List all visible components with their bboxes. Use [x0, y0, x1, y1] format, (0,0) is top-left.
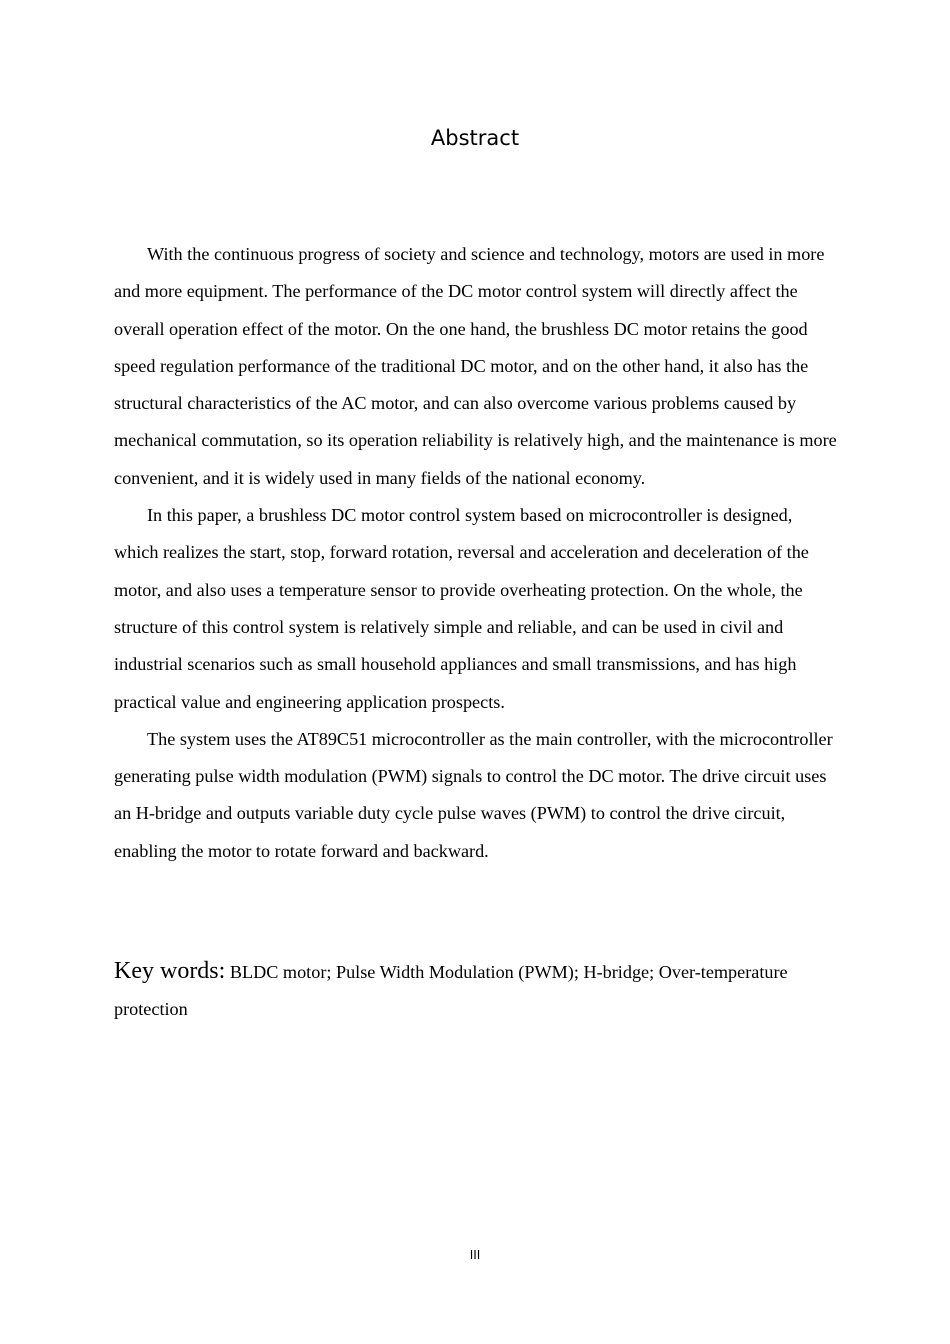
abstract-body — [114, 236, 838, 870]
abstract-paragraph-2: In this paper, a brushless DC motor control system based on microcontroller is designed, which realizes the start, stop, forward rotation, reversal and acceleration and deceleration of the motor, and also uses a temperature sensor to provide overheating protection. On the whole, the structure of this control system is relatively simple and reliable, and can be used in civil and industrial scenarios such as small household appliances and small transmissions, and has high practical value and engineering application prospects. — [114, 505, 809, 712]
page-title: Abstract — [430, 126, 520, 150]
keywords-list: BLDC motor; Pulse Width Modulation (PWM); H-bridge; Over-temperature protection — [114, 962, 788, 1020]
page-number: III — [469, 1248, 481, 1262]
keywords-section — [114, 953, 838, 1029]
abstract-paragraph-3: The system uses the AT89C51 microcontroller as the main controller, with the microcontroller generating pulse width modulation (PWM) signals to control the DC motor. The drive circuit uses an H-bridge and outputs variable duty cycle pulse waves (PWM) to control the drive circuit, enabling the motor to rotate forward and backward. — [114, 728, 833, 861]
keywords-label: Key words: — [114, 958, 226, 984]
abstract-paragraph-1: With the continuous progress of society and science and technology, motors are used in more and more equipment. The performance of the DC motor control system will directly affect the overall operation effect of the motor. On the one hand, the brushless DC motor retains the good speed regulation performance of the traditional DC motor, and on the other hand, it also has the structural characteristics of the AC motor, and can also overcome various problems caused by mechanical commutation, so its operation reliability is relatively high, and the maintenance is more convenient, and it is widely used in many fields of the national economy. — [114, 244, 837, 488]
